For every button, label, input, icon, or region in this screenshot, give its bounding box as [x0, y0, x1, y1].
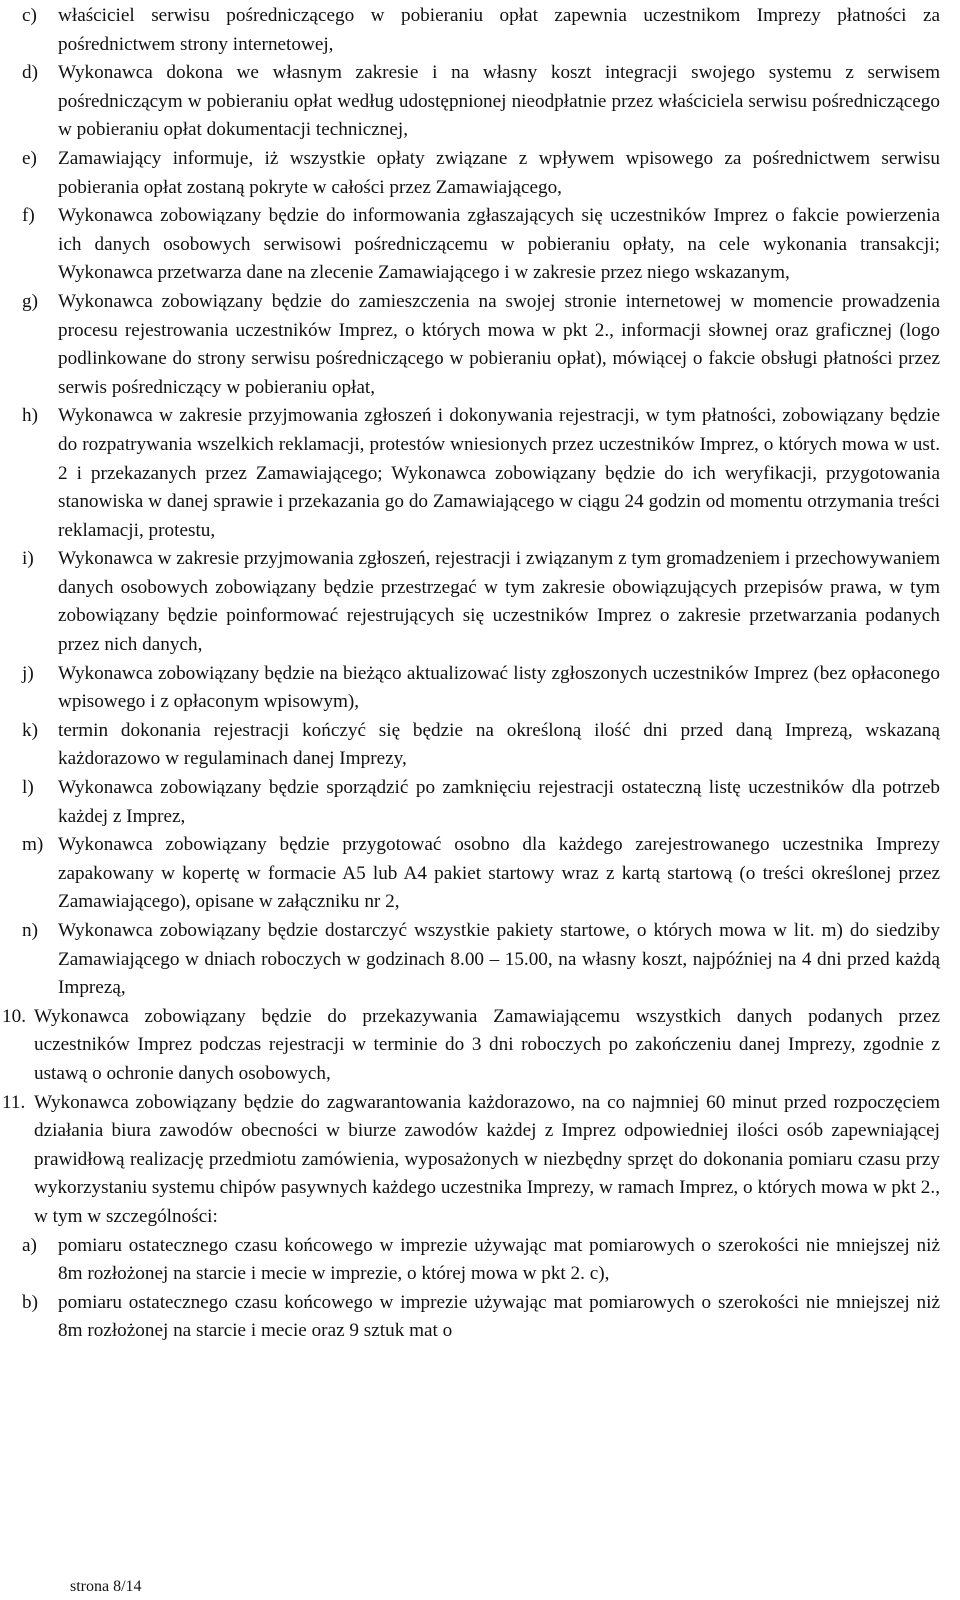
list-marker: a)	[22, 1234, 37, 1256]
numbered-item	[0, 1089, 960, 1232]
list-marker: e)	[22, 147, 37, 169]
list-item	[0, 288, 960, 402]
list-marker: g)	[22, 290, 38, 312]
list-item-text: Wykonawca zobowiązany będzie do informowania zgłaszających się uczestników Imprez o fakcie powierzenia ich danych osobowych serwisowi pośredniczącemu w pobieraniu opłaty, na cele wykonania transakcji; Wykonawca przetwarza dane na zlecenie Zamawiającego i w zakresie przez niego wskazanym,	[58, 205, 940, 284]
list-item	[0, 145, 960, 202]
list-item-text: Wykonawca zobowiązany będzie do zagwarantowania każdorazowo, na co najmniej 60 minut przed rozpoczęciem działania biura zawodów obecności w biurze zawodów każdej z Imprez odpowiedniej ilości osób zapewniającej prawidłową realizację przedmiotu zamówienia, wyposażonych w niezbędny sprzęt do dokonania pomiaru czasu przy wykorzystaniu systemu chipów pasywnych każdego uczestnika Imprezy, w ramach Imprez, o których mowa w pkt 2., w tym w szczególności:	[34, 1091, 940, 1227]
list-item-text: pomiaru ostatecznego czasu końcowego w imprezie używając mat pomiarowych o szerokości nie mniejszej niż 8m rozłożonej na starcie i mecie oraz 9 sztuk mat o	[58, 1291, 940, 1342]
list-marker: i)	[22, 548, 34, 570]
list-item	[0, 660, 960, 717]
list-item	[0, 1232, 960, 1289]
list-marker: b)	[22, 1291, 38, 1313]
list-marker: k)	[22, 719, 38, 741]
list-item-text: Zamawiający informuje, iż wszystkie opłaty związane z wpływem wpisowego za pośrednictwem serwisu pobierania opłat zostaną pokryte w całości przez Zamawiającego,	[58, 147, 940, 198]
list-marker: 10.	[2, 1005, 26, 1027]
list-item-text: Wykonawca zobowiązany będzie do przekazywania Zamawiającemu wszystkich danych podanych przez uczestników Imprez podczas rejestracji w terminie do 3 dni roboczych po zakończeniu danej Imprezy, zgodnie z ustawą o ochronie danych osobowych,	[34, 1005, 940, 1084]
list-item	[0, 202, 960, 288]
document-list	[0, 2, 960, 1346]
list-item	[0, 917, 960, 1003]
numbered-item	[0, 1003, 960, 1089]
list-item	[0, 717, 960, 774]
list-marker: j)	[22, 662, 34, 684]
list-item	[0, 2, 960, 59]
list-item-text: Wykonawca zobowiązany będzie dostarczyć wszystkie pakiety startowe, o których mowa w lit. m) do siedziby Zamawiającego w dniach roboczych w godzinach 8.00 – 15.00, na własny koszt, najpóźniej na 4 dni przed każdą Imprezą,	[58, 920, 940, 999]
list-marker: c)	[22, 5, 37, 26]
page-number: strona 8/14	[70, 1578, 142, 1595]
list-marker: l)	[22, 777, 34, 799]
list-item-text: termin dokonania rejestracji kończyć się będzie na określoną ilość dni przed daną Imprezą, wskazaną każdorazowo w regulaminach danej Imprezy,	[58, 719, 940, 770]
list-item-text: Wykonawca zobowiązany będzie do zamieszczenia na swojej stronie internetowej w momencie prowadzenia procesu rejestrowania uczestników Imprez, o których mowa w pkt 2., informacji słownej oraz graficznej (logo podlinkowane do strony serwisu pośredniczącego w pobieraniu opłat), mówiącej o fakcie obsługi płatności przez serwis pośredniczący w pobieraniu opłat,	[58, 290, 940, 398]
list-marker: m)	[22, 834, 44, 856]
list-item-text: Wykonawca zobowiązany będzie sporządzić po zamknięciu rejestracji ostateczną listę uczestników dla potrzeb każdej z Imprez,	[58, 777, 940, 827]
list-item	[0, 774, 960, 831]
list-item	[0, 1289, 960, 1346]
list-marker: f)	[22, 205, 35, 227]
list-item-text: Wykonawca zobowiązany będzie przygotować osobno dla każdego zarejestrowanego uczestnika Imprezy zapakowany w kopertę w formacie A5 lub A4 pakiet startowy wraz z kartą startową (o treści określonej przez Zamawiającego), opisane w załączniku nr 2,	[58, 834, 940, 913]
list-item	[0, 831, 960, 917]
list-marker: d)	[22, 62, 38, 84]
list-item-text: Wykonawca zobowiązany będzie na bieżąco aktualizować listy zgłoszonych uczestników Imprez (bez opłaconego wpisowego i z opłaconym wpisowym),	[58, 662, 940, 713]
list-item	[0, 545, 960, 659]
list-item-text: Wykonawca dokona we własnym zakresie i na własny koszt integracji swojego systemu z serwisem pośredniczącym w pobieraniu opłat według udostępnionej nieodpłatnie przez właściciela serwisu pośredniczącego w pobieraniu opłat dokumentacji technicznej,	[58, 62, 940, 141]
list-item-text: Wykonawca w zakresie przyjmowania zgłoszeń i dokonywania rejestracji, w tym płatności, zobowiązany będzie do rozpatrywania wszelkich reklamacji, protestów wniesionych przez uczestników Imprez, o których mowa w ust. 2 i przekazanych przez Zamawiającego; Wykonawca zobowiązany będzie do ich weryfikacji, przygotowania stanowiska w danej sprawie i przekazania go do Zamawiającego w ciągu 24 godzin od momentu otrzymania treści reklamacji, protestu,	[58, 405, 940, 541]
list-item-text: właściciel serwisu pośredniczącego w pobieraniu opłat zapewnia uczestnikom Imprezy płatności za pośrednictwem strony internetowej,	[58, 5, 940, 55]
list-marker: n)	[22, 920, 38, 941]
list-marker: 11.	[2, 1091, 26, 1113]
list-item	[0, 402, 960, 545]
list-item-text: pomiaru ostatecznego czasu końcowego w imprezie używając mat pomiarowych o szerokości nie mniejszej niż 8m rozłożonej na starcie i mecie w imprezie, o której mowa w pkt 2. c),	[58, 1234, 940, 1285]
list-item-text: Wykonawca w zakresie przyjmowania zgłoszeń, rejestracji i związanym z tym gromadzeniem i przechowywaniem danych osobowych zobowiązany będzie przestrzegać w tym zakresie obowiązujących przepisów prawa, w tym zobowiązany będzie poinformować rejestrujących się uczestników Imprez o zakresie przetwarzania podanych przez nich danych,	[58, 548, 940, 656]
list-marker: h)	[22, 405, 38, 427]
list-item	[0, 59, 960, 145]
